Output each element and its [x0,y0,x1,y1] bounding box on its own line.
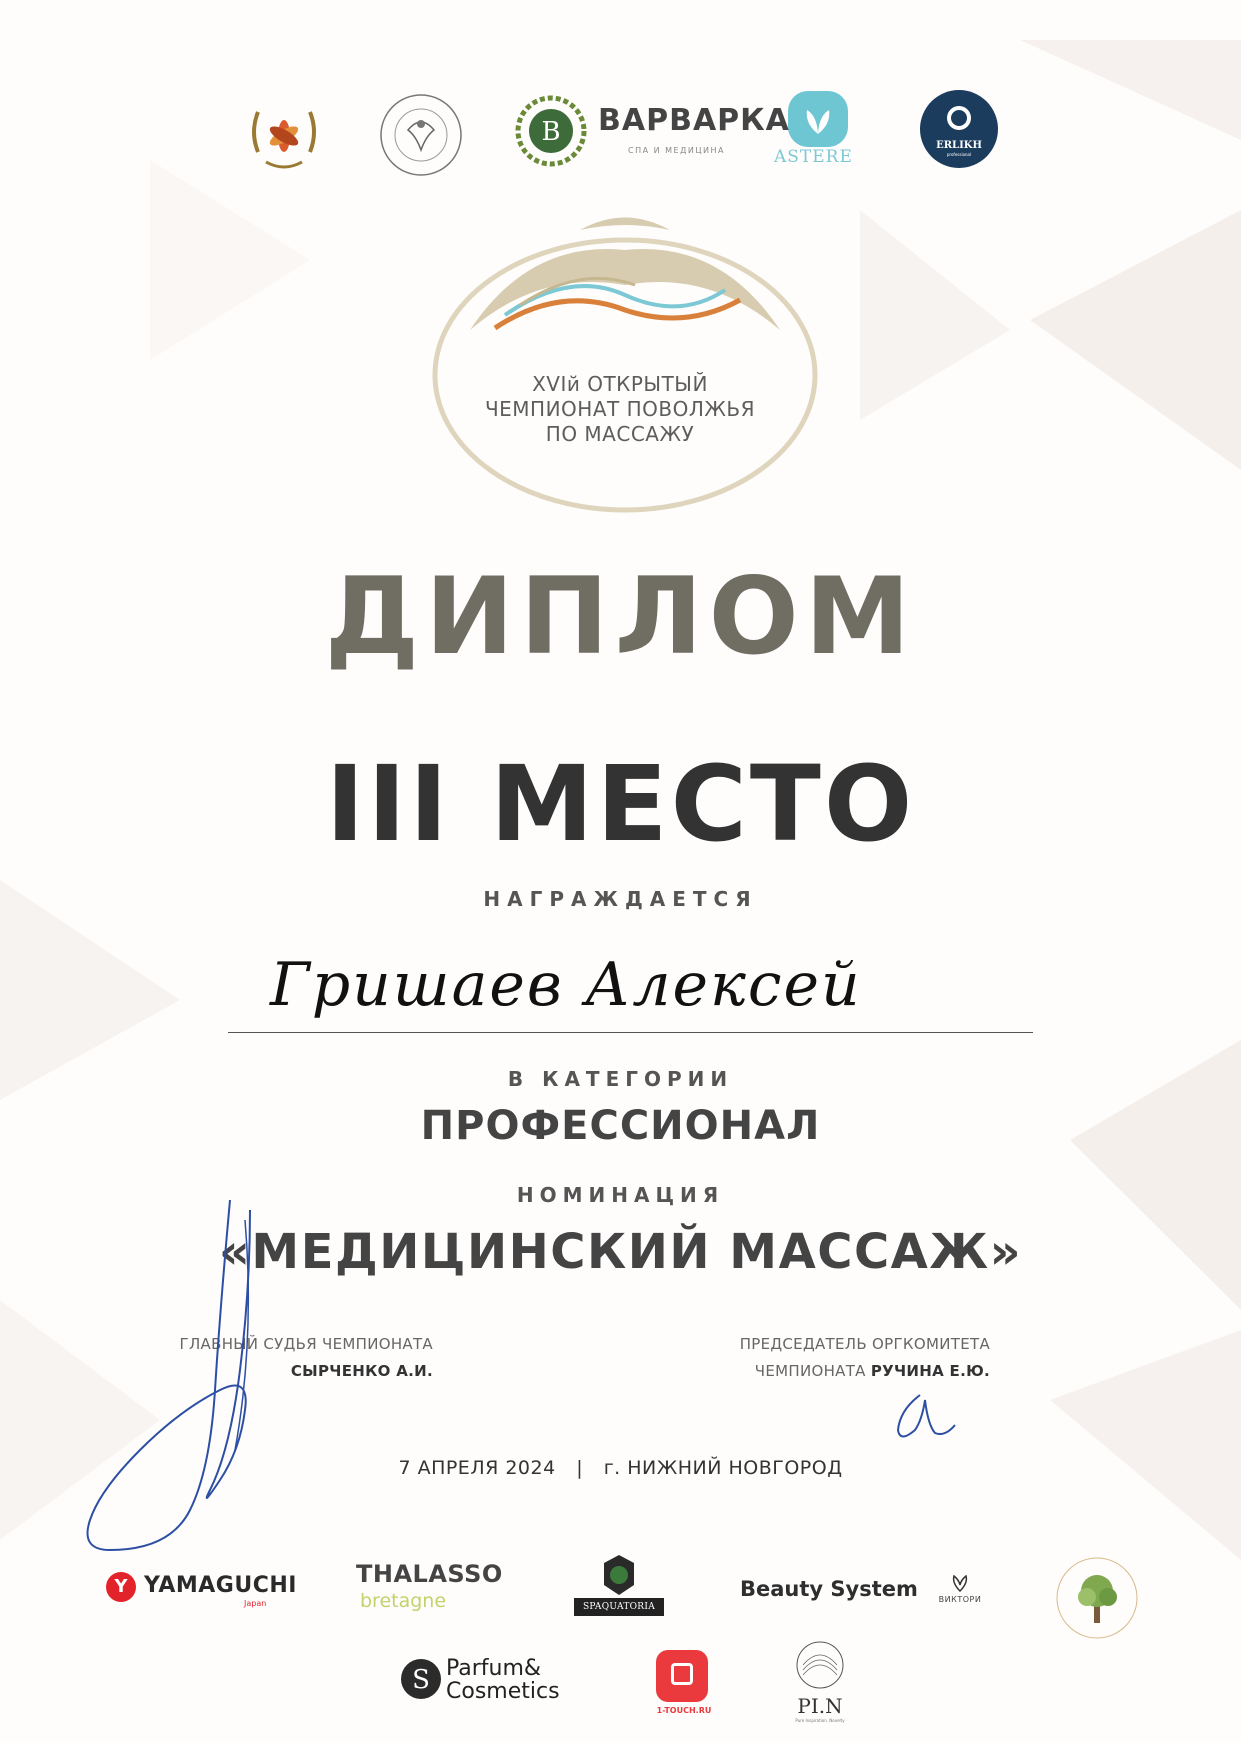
spaquatoria-logo [574,1555,664,1630]
pin-logo [785,1640,855,1730]
parfum-cosmetics-logo [400,1655,580,1715]
committee-chair-title: ПРЕДСЕДАТЕЛЬ ОРГКОМИТЕТА [739,1335,990,1353]
pin-tagline: Pure Inspiration. Novelty [795,1718,845,1723]
one-touch-logo [654,1650,714,1720]
yamaguchi-logo [106,1569,297,1619]
award-date: 7 АПРЕЛЯ 2024 [398,1457,556,1479]
parfum-name [446,1657,560,1703]
diploma-title: ДИПЛОМ [324,555,917,678]
emblem-title-line1: XVIй ОТКРЫТЫЙ [532,372,708,396]
yamaguchi-icon: Y [106,1572,136,1602]
thalasso-line2: bretagne [360,1590,447,1612]
place-title: III МЕСТО [325,743,916,865]
pin-name: PI.N [797,1694,843,1718]
chief-judge-name: СЫРЧЕНКО А.И. [290,1362,433,1380]
championship-emblem [410,210,840,530]
tree-emblem-icon [1052,1553,1142,1643]
spaquatoria-name: SPAQUATORIA [574,1598,664,1616]
parfum-line1: Parfum& [446,1656,542,1681]
award-city: г. НИЖНИЙ НОВГОРОД [603,1457,843,1479]
committee-chair-prefix: ЧЕМПИОНАТА [754,1362,866,1380]
chief-judge-title: ГЛАВНЫЙ СУДЬЯ ЧЕМПИОНАТА [179,1335,433,1353]
emblem-title-line3: ПО МАССАЖУ [545,422,695,446]
erlikh-text: ERLIKH [936,140,982,151]
nomination-value: «МЕДИЦИНСКИЙ МАССАЖ» [218,1224,1023,1280]
nomination-label: НОМИНАЦИЯ [516,1183,725,1207]
viktori-name: ВИКТОРИ [938,1595,982,1604]
yamaguchi-sub: Japan [244,1599,267,1608]
svg-text:S: S [412,1665,430,1695]
category-value: ПРОФЕССИОНАЛ [420,1103,821,1149]
varvarka-wreath-logo [514,94,588,168]
separator: | [576,1457,584,1479]
yamaguchi-name: YAMAGUCHI [144,1573,297,1598]
parfum-s-icon [400,1655,442,1703]
viktori-logo [935,1573,985,1609]
federation-seal-logo [378,92,464,178]
date-location-line [0,1457,1241,1479]
svg-text:B: B [541,117,561,147]
erlikh-logo [918,88,1000,170]
astere-name: ASTERE [774,147,853,167]
massage-school-logo [1052,1553,1142,1643]
parfum-line2: Cosmetics [446,1679,560,1704]
pin-circle-icon [795,1640,845,1690]
emblem-title-line2: ЧЕМПИОНАТ ПОВОЛЖЬЯ [484,397,756,421]
astere-leaf-logo [787,90,853,150]
awarded-label: НАГРАЖДАЕТСЯ [483,887,758,911]
committee-chair-line [700,1362,990,1380]
chief-judge-signature [70,1190,300,1570]
one-touch-name: 1-TOUCH.RU [656,1706,712,1715]
thalasso-line1: THALASSO [356,1560,503,1588]
one-touch-icon [656,1650,708,1702]
committee-chair-signature [890,1385,960,1445]
varvarka-subtitle: СПА И МЕДИЦИНА [628,146,726,155]
recipient-name: Гришаев Алексей [270,950,862,1020]
spaquatoria-emblem-icon [602,1555,636,1595]
recipient-underline [228,1032,1033,1033]
varvarka-name: ВАРВАРКА [598,103,790,138]
category-label: В КАТЕГОРИИ [507,1067,734,1091]
thalasso-logo [356,1560,526,1620]
laurel-emblem-logo [244,94,324,174]
beauty-system-logo: Beauty System [740,1577,918,1601]
committee-chair-name: РУЧИНА Е.Ю. [870,1362,990,1380]
erlikh-subtext: professional [946,152,972,157]
viktori-flower-icon [951,1573,969,1593]
